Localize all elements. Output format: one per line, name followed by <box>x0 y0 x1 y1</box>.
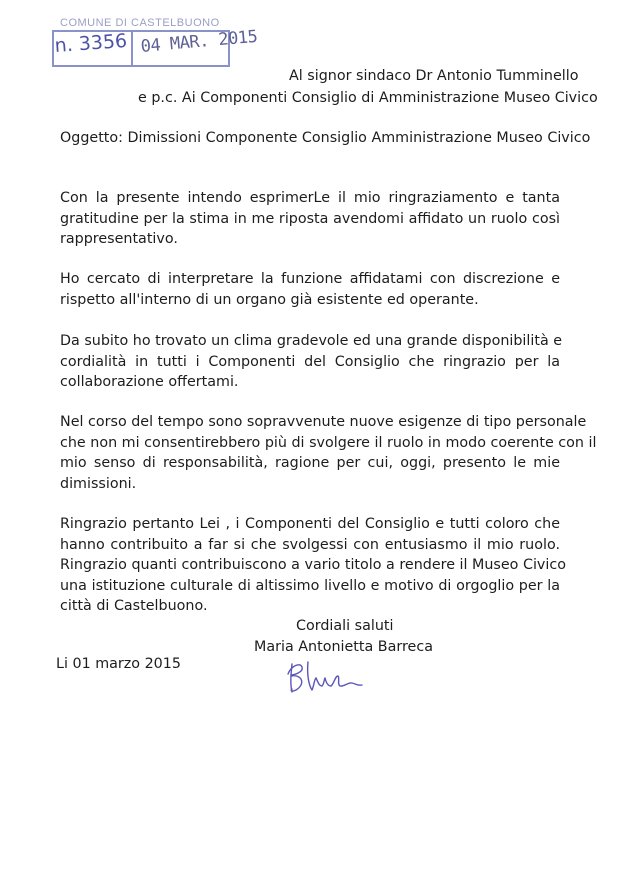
place-date: Li 01 marzo 2015 <box>56 656 181 672</box>
body-paragraph-4 <box>60 412 597 494</box>
paragraph-line: cordialità in tutti i Componenti del Consiglio che ringrazio per la <box>60 353 560 370</box>
paragraph-line: mio senso di responsabilità, ragione per cui, oggi, presento le mie <box>60 455 560 471</box>
protocol-stamp <box>52 17 259 69</box>
paragraph-line: hanno contribuito a far si che svolgessi con entusiasmo il mio ruolo. <box>60 536 560 553</box>
paragraph-line: dimissioni. <box>60 475 137 492</box>
paragraph-line: una istituzione culturale di altissimo livello e motivo di orgoglio per la <box>60 577 560 594</box>
body-paragraph-5 <box>60 514 566 617</box>
paragraph-line: collaborazione offertami. <box>60 374 239 390</box>
paragraph-line: Ho cercato di interpretare la funzione affidatami con discrezione e <box>60 271 560 287</box>
paragraph-line: che non mi consentirebbero più di svolgere il ruolo in modo coerente con il <box>60 434 597 451</box>
recipient-line-1: Al signor sindaco Dr Antonio Tumminello <box>289 68 579 84</box>
paragraph-line: gratitudine per la stima in me riposta avendomi affidato un ruolo così <box>60 210 560 227</box>
recipient-line-2: e p.c. Ai Componenti Consiglio di Amministrazione Museo Civico <box>138 90 598 106</box>
paragraph-line: Ringrazio quanti contribuiscono a vario titolo a rendere il Museo Civico <box>60 557 566 573</box>
body-paragraph-2 <box>60 269 560 310</box>
closing-greeting: Cordiali saluti <box>296 618 394 634</box>
paragraph-line: Ringrazio pertanto Lei , i Componenti del Consiglio e tutti coloro che <box>60 516 560 532</box>
stamp-date: 04 MAR. 2015 <box>140 26 259 57</box>
paragraph-line: rappresentativo. <box>60 231 178 247</box>
body-paragraph-1 <box>60 188 560 250</box>
paragraph-line: Da subito ho trovato un clima gradevole ed una grande disponibilità e <box>60 333 563 349</box>
stamp-protocol-number: n. 3356 <box>54 29 128 57</box>
signer-name: Maria Antonietta Barreca <box>254 639 433 655</box>
paragraph-line: città di Castelbuono. <box>60 598 208 614</box>
stamp-divider <box>131 30 133 67</box>
paragraph-line: Nel corso del tempo sono sopravvenute nuove esigenze di tipo personale <box>60 414 587 430</box>
stamp-municipality: COMUNE DI CASTELBUONO <box>60 17 220 29</box>
paragraph-line: rispetto all'interno di un organo già esistente ed operante. <box>60 291 479 308</box>
paragraph-line: Con la presente intendo esprimerLe il mio ringraziamento e tanta <box>60 190 560 206</box>
handwritten-signature <box>282 656 364 698</box>
subject-line: Oggetto: Dimissioni Componente Consiglio Amministrazione Museo Civico <box>60 130 591 146</box>
body-paragraph-3 <box>60 331 563 393</box>
